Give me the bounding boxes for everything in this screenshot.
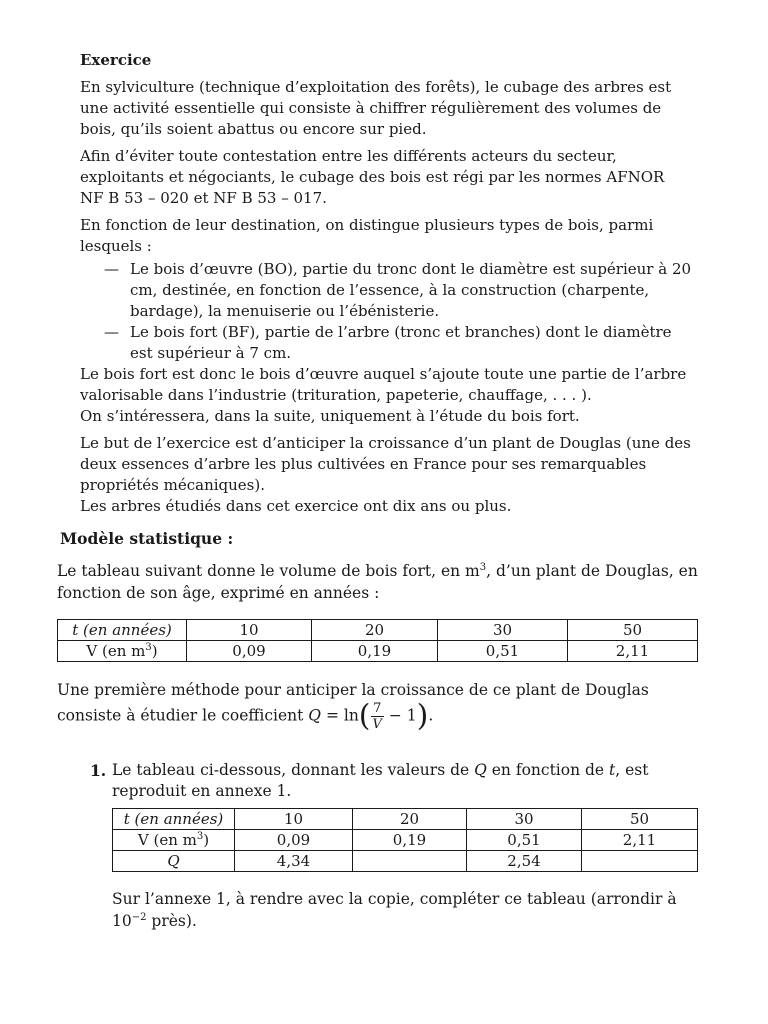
model-intro-text: , d’un plant de Douglas, en fonction de son âge, exprimé en années :	[57, 562, 698, 602]
equals-ln: = ln	[321, 706, 359, 725]
table-row	[113, 851, 698, 872]
table-cell	[582, 851, 698, 872]
table-cell: 20	[312, 620, 438, 641]
volume-table	[57, 619, 698, 662]
table-cell: 0,51	[467, 830, 582, 851]
table-header-cell: t (en années)	[58, 620, 187, 641]
table-cell: 0,19	[353, 830, 467, 851]
list-item-bois-fort	[80, 322, 692, 364]
list-item-text: Le bois d’œuvre (BO), partie du tronc dont le diamètre est supérieur à 20 cm, destinée, en fonction de l’essence, à la construction (charpente, bardage), la menuiserie ou l’ébénisterie.	[130, 260, 692, 320]
table-cell: 2,11	[582, 830, 698, 851]
table-row	[113, 830, 698, 851]
fraction-numerator: 7	[371, 701, 384, 717]
table-cell	[353, 851, 467, 872]
question-number: 1.	[90, 761, 107, 780]
paragraph-types: En fonction de leur destination, on distingue plusieurs types de bois, parmi lesquels :	[80, 216, 654, 255]
table-cell: 50	[568, 620, 698, 641]
table-cell: 0,19	[312, 641, 438, 662]
table-header-cell: t (en années)	[113, 809, 235, 830]
question-1: 1. Le tableau ci-dessous, donnant les valeurs de Q en fonction de t, est reproduit en annexe 1.	[90, 761, 649, 800]
exercise-intro	[80, 50, 692, 523]
model-intro-text: Le tableau suivant donne le volume de bois fort, en m	[57, 562, 480, 580]
method-text-body: Une première méthode pour anticiper la croissance de ce plant de Douglas consiste à étudier le coefficient	[57, 681, 649, 725]
list-dash: —	[104, 323, 119, 341]
annex-instruction: Sur l’annexe 1, à rendre avec la copie, compléter ce tableau (arrondir à $10^{-2}$ près).	[112, 890, 677, 930]
period: .	[428, 706, 434, 725]
q-table	[112, 808, 698, 872]
model-heading: Modèle statistique :	[60, 529, 234, 548]
table-cell: 30	[467, 809, 582, 830]
paren-open: (	[358, 698, 371, 734]
fraction	[371, 701, 384, 732]
table-cell: 10	[235, 809, 353, 830]
list-item-bois-oeuvre	[80, 259, 692, 322]
table-header-cell: Q	[113, 851, 235, 872]
model-intro	[57, 560, 702, 604]
list-item-text: Le bois fort (BF), partie de l’arbre (tronc et branches) dont le diamètre est supérieur à 7 cm.	[130, 323, 672, 362]
fraction-denominator: V	[372, 717, 382, 732]
table-row	[58, 620, 698, 641]
table-header-cell: V (en $m^3$)	[113, 830, 235, 851]
paragraph-bois-fort: Le bois fort est donc le bois d’œuvre auquel s’ajoute toute une partie de l’arbre valorisable dans l’industrie (trituration, papeterie, chauffage, . . . ).	[80, 365, 687, 404]
minus-one: − 1	[383, 706, 417, 725]
variable-q: Q	[308, 706, 322, 725]
table-cell: 0,09	[187, 641, 312, 662]
paragraph-afnor: Afin d’éviter toute contestation entre les différents acteurs du secteur, exploitants et négociants, le cubage des bois est régi par les normes AFNOR NF B 53 – 020 et NF B 53 – 017.	[80, 147, 665, 207]
table-cell: 30	[438, 620, 568, 641]
exercise-title: Exercice	[80, 51, 152, 69]
paragraph-interet: On s’intéressera, dans la suite, uniquement à l’étude du bois fort.	[80, 407, 580, 425]
paren-close: )	[416, 698, 429, 734]
exponent: 3	[479, 562, 487, 573]
table-header-cell: V (en $m^3$)	[58, 641, 187, 662]
list-dash: —	[104, 260, 119, 278]
paragraph-but: Le but de l’exercice est d’anticiper la croissance d’un plant de Douglas (une des deux essences d’arbre les plus cultivées en France pour ses remarquables propriétés mécaniques).	[80, 434, 691, 494]
table-cell: 10	[187, 620, 312, 641]
table-cell: 4,34	[235, 851, 353, 872]
paragraph-arbres: Les arbres étudiés dans cet exercice ont dix ans ou plus.	[80, 497, 512, 515]
table-row	[58, 641, 698, 662]
method-text	[57, 679, 707, 732]
table-cell: 0,51	[438, 641, 568, 662]
table-cell: 0,09	[235, 830, 353, 851]
table-cell: 20	[353, 809, 467, 830]
table-row	[113, 809, 698, 830]
paragraph-sylviculture: En sylviculture (technique d’exploitation des forêts), le cubage des arbres est une activité essentielle qui consiste à chiffrer régulièrement des volumes de bois, qu’ils soient abattus ou encore sur pied.	[80, 78, 672, 138]
table-cell: 2,54	[467, 851, 582, 872]
table-cell: 2,11	[568, 641, 698, 662]
table-cell: 50	[582, 809, 698, 830]
